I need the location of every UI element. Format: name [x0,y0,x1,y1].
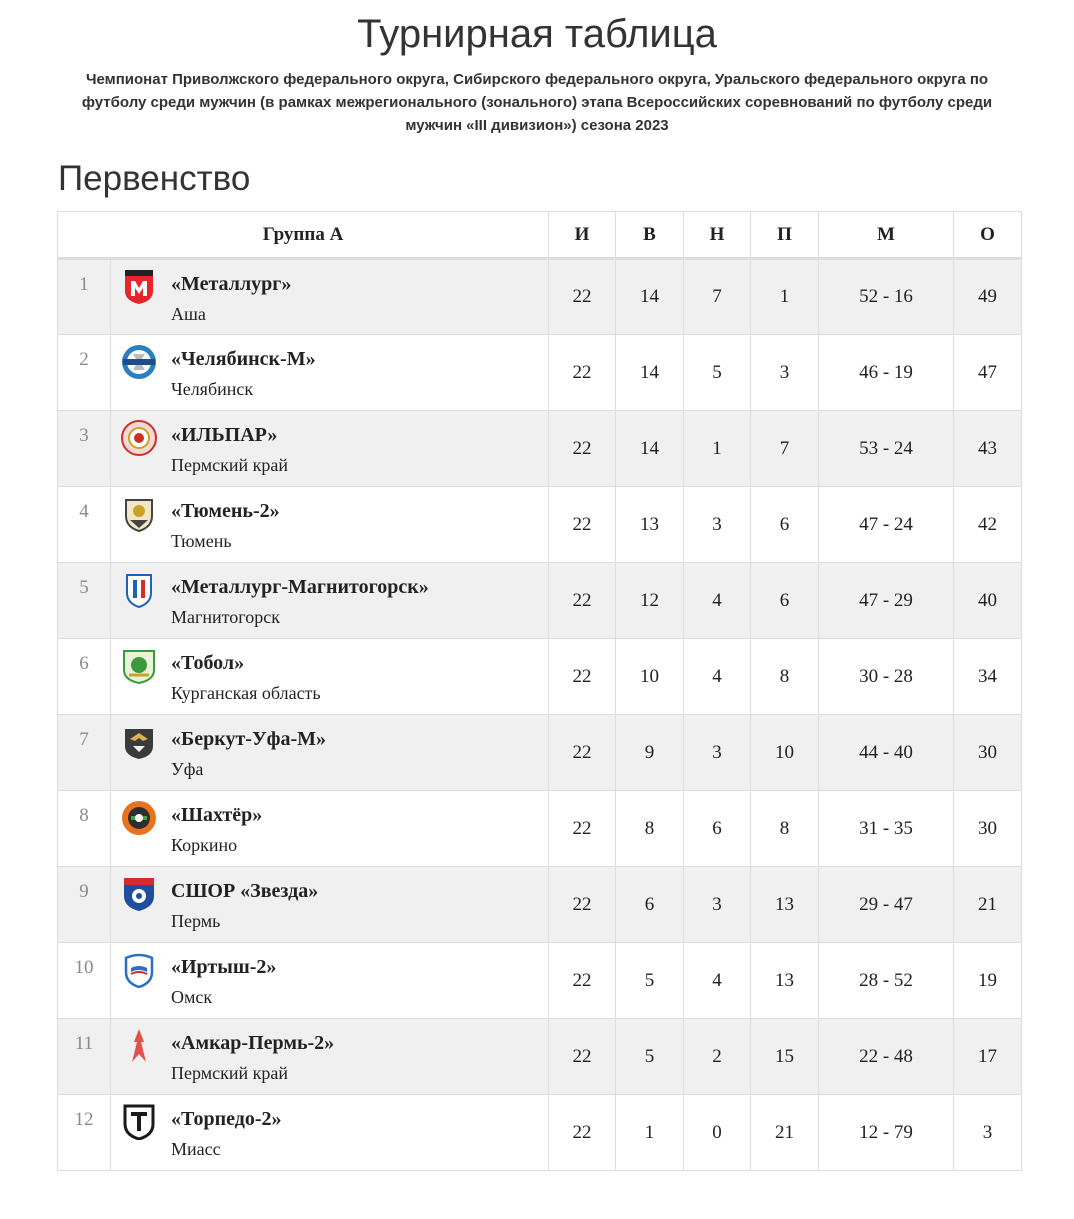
table-header-row [58,212,1022,259]
table-row [58,487,1022,563]
team-name-link[interactable]: «Челябинск-М» [171,348,316,370]
games-played: 22 [549,867,616,943]
games-lost: 6 [751,563,819,639]
games-played: 22 [549,1019,616,1095]
points: 21 [954,867,1022,943]
team-cell [111,1019,549,1095]
points: 42 [954,487,1022,563]
table-row [58,715,1022,791]
table-row [58,563,1022,639]
team-cell [111,487,549,563]
team-city: Коркино [171,835,238,855]
games-won: 9 [616,715,684,791]
team-position: 3 [58,411,111,487]
section-title: Первенство [58,159,251,198]
page-title: Турнирная таблица [357,12,717,56]
points: 30 [954,791,1022,867]
games-lost: 8 [751,791,819,867]
header-played[interactable]: И [549,212,616,259]
games-lost: 13 [751,867,819,943]
games-drawn: 2 [684,1019,751,1095]
table-row [58,639,1022,715]
games-drawn: 4 [684,639,751,715]
tobol-green-crest-icon [121,648,157,684]
games-won: 10 [616,639,684,715]
games-played: 22 [549,715,616,791]
team-city: Миасс [171,1139,221,1159]
magnitogorsk-shield-crest-icon [121,572,157,608]
points: 3 [954,1095,1022,1171]
team-city: Пермь [171,911,221,931]
games-won: 13 [616,487,684,563]
games-won: 12 [616,563,684,639]
ilpar-round-crest-icon [121,420,157,456]
games-drawn: 7 [684,259,751,335]
games-won: 14 [616,411,684,487]
points: 30 [954,715,1022,791]
points: 49 [954,259,1022,335]
games-played: 22 [549,487,616,563]
games-drawn: 4 [684,943,751,1019]
berkut-eagle-crest-icon [121,724,157,760]
team-name-link[interactable]: СШОР «Звезда» [171,880,319,902]
table-row [58,943,1022,1019]
points: 17 [954,1019,1022,1095]
games-lost: 8 [751,639,819,715]
goals-scored-conceded: 52 - 16 [819,259,954,335]
team-name-link[interactable]: «Иртыш-2» [171,956,277,978]
games-drawn: 3 [684,867,751,943]
goals-scored-conceded: 46 - 19 [819,335,954,411]
team-position: 6 [58,639,111,715]
header-group[interactable]: Группа А [58,212,549,259]
goals-scored-conceded: 53 - 24 [819,411,954,487]
games-won: 6 [616,867,684,943]
games-won: 14 [616,259,684,335]
goals-scored-conceded: 28 - 52 [819,943,954,1019]
games-played: 22 [549,943,616,1019]
games-lost: 15 [751,1019,819,1095]
team-city: Пермский край [171,1063,288,1083]
team-cell [111,791,549,867]
standings-table [57,211,1022,1171]
team-position: 2 [58,335,111,411]
team-name-link[interactable]: «Металлург-Магнитогорск» [171,576,429,598]
table-row [58,335,1022,411]
points: 40 [954,563,1022,639]
games-won: 8 [616,791,684,867]
table-row [58,411,1022,487]
team-cell [111,563,549,639]
goals-scored-conceded: 12 - 79 [819,1095,954,1171]
team-name-link[interactable]: «ИЛЬПАР» [171,424,278,446]
team-city: Курганская область [171,683,321,703]
team-cell [111,943,549,1019]
team-city: Омск [171,987,213,1007]
team-position: 1 [58,259,111,335]
team-cell [111,335,549,411]
irtysh-shield-crest-icon [121,952,157,988]
table-row [58,1019,1022,1095]
games-lost: 3 [751,335,819,411]
games-lost: 10 [751,715,819,791]
games-won: 1 [616,1095,684,1171]
table-row [58,791,1022,867]
points: 47 [954,335,1022,411]
games-drawn: 4 [684,563,751,639]
team-cell [111,867,549,943]
games-played: 22 [549,335,616,411]
games-played: 22 [549,563,616,639]
team-name-link[interactable]: «Беркут-Уфа-М» [171,728,326,750]
goals-scored-conceded: 22 - 48 [819,1019,954,1095]
page-subtitle: Чемпионат Приволжского федерального округа, Сибирского федерального округа, Уральского федерального округа по футболу среди мужчин (в рамках межрегионального (зонального) этапа Всероссийских соревнований по футболу среди мужчин «III дивизион») сезона 2023 [81,71,993,134]
team-cell [111,639,549,715]
games-won: 5 [616,1019,684,1095]
team-city: Аша [171,304,206,324]
points: 34 [954,639,1022,715]
table-row [58,259,1022,335]
team-name-link[interactable]: «Шахтёр» [171,804,263,826]
team-city: Тюмень [171,531,232,551]
team-city: Уфа [171,759,204,779]
goals-scored-conceded: 31 - 35 [819,791,954,867]
torpedo-black-crest-icon [121,1104,157,1140]
games-lost: 21 [751,1095,819,1171]
goals-scored-conceded: 47 - 29 [819,563,954,639]
table-row [58,1095,1022,1171]
zvezda-star-crest-icon [121,876,157,912]
games-played: 22 [549,1095,616,1171]
team-cell [111,1095,549,1171]
metallurg-asha-crest-icon [121,269,157,305]
header-drawn[interactable]: Н [684,212,751,259]
games-drawn: 3 [684,487,751,563]
standings-body [58,259,1022,1171]
tyumen-shield-crest-icon [121,496,157,532]
goals-scored-conceded: 30 - 28 [819,639,954,715]
team-cell [111,259,549,335]
games-drawn: 6 [684,791,751,867]
goals-scored-conceded: 47 - 24 [819,487,954,563]
team-name-link[interactable]: «Металлург» [171,273,292,295]
header-won[interactable]: В [616,212,684,259]
points: 19 [954,943,1022,1019]
games-drawn: 0 [684,1095,751,1171]
team-position: 11 [58,1019,111,1095]
team-cell [111,715,549,791]
games-lost: 7 [751,411,819,487]
team-city: Пермский край [171,455,288,475]
team-position: 4 [58,487,111,563]
team-cell [111,411,549,487]
games-lost: 6 [751,487,819,563]
games-played: 22 [549,791,616,867]
header-goals[interactable]: М [819,212,954,259]
team-name-link[interactable]: «Тюмень-2» [171,500,280,522]
team-name-link[interactable]: «Амкар-Пермь-2» [171,1032,335,1054]
team-position: 8 [58,791,111,867]
games-drawn: 3 [684,715,751,791]
games-drawn: 5 [684,335,751,411]
games-won: 14 [616,335,684,411]
team-position: 9 [58,867,111,943]
team-position: 10 [58,943,111,1019]
games-lost: 1 [751,259,819,335]
games-drawn: 1 [684,411,751,487]
goals-scored-conceded: 29 - 47 [819,867,954,943]
header-lost[interactable]: П [751,212,819,259]
games-played: 22 [549,259,616,335]
table-row [58,867,1022,943]
team-city: Магнитогорск [171,607,280,627]
team-position: 12 [58,1095,111,1171]
games-won: 5 [616,943,684,1019]
chelyabinsk-ball-crest-icon [121,344,157,380]
team-position: 5 [58,563,111,639]
team-position: 7 [58,715,111,791]
games-lost: 13 [751,943,819,1019]
games-played: 22 [549,639,616,715]
amkar-red-crest-icon [121,1028,157,1064]
team-name-link[interactable]: «Торпедо-2» [171,1108,282,1130]
goals-scored-conceded: 44 - 40 [819,715,954,791]
points: 43 [954,411,1022,487]
team-city: Челябинск [171,379,254,399]
games-played: 22 [549,411,616,487]
header-points[interactable]: О [954,212,1022,259]
shakhter-orange-crest-icon [121,800,157,836]
team-name-link[interactable]: «Тобол» [171,652,245,674]
